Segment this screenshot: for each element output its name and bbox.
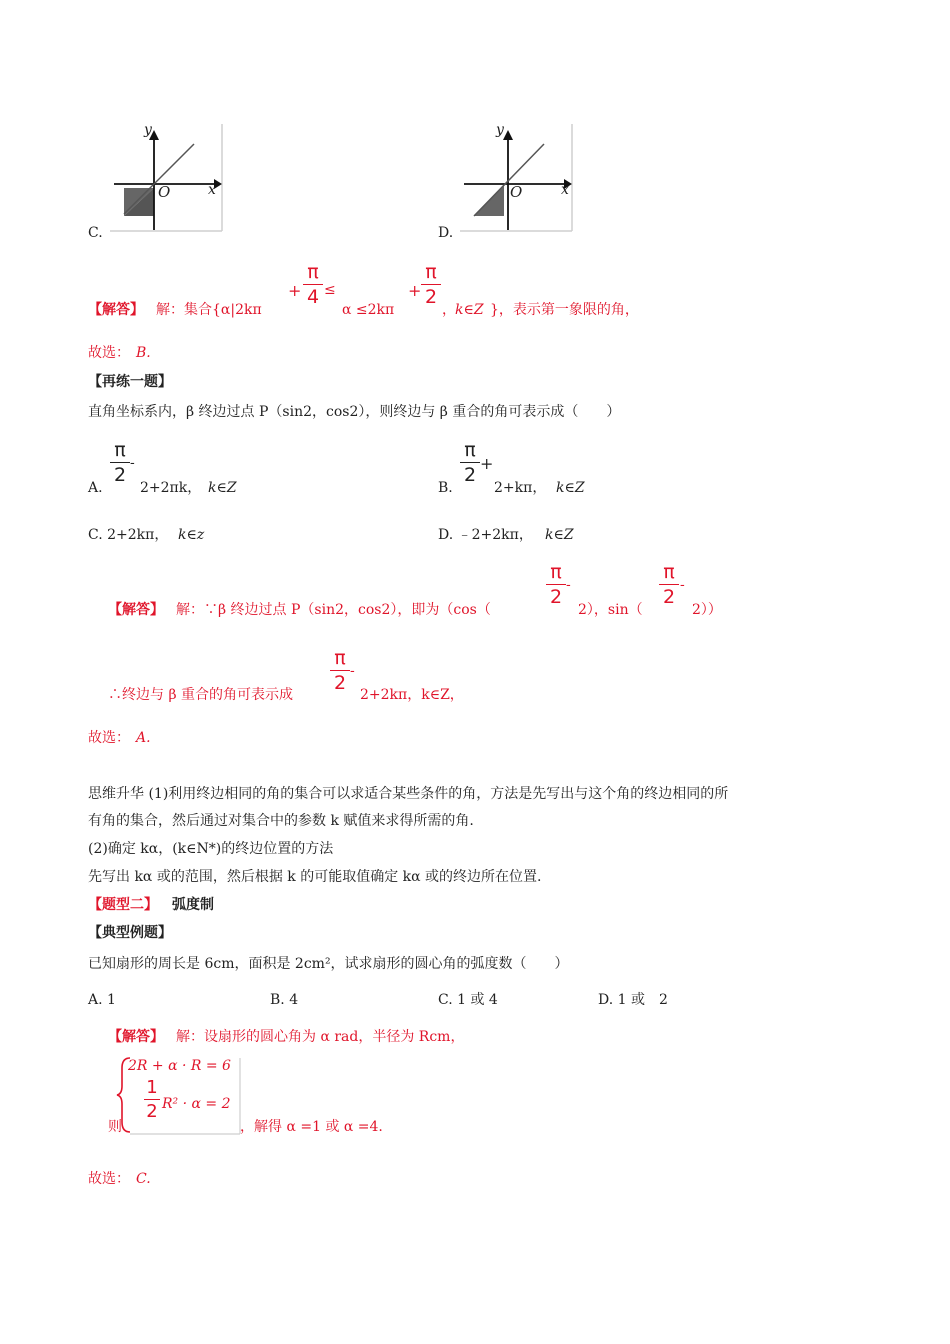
- answer-2-choice: A.: [136, 730, 151, 746]
- graph-d-origin-label: O: [510, 183, 523, 201]
- pi-symbol: π: [464, 439, 476, 461]
- practice-option-c: C. 2+2kπ，: [88, 527, 169, 543]
- answer-2-fraction-3: [330, 649, 350, 693]
- practice-option-d-k: k∈Z: [545, 527, 574, 543]
- practice-option-b-label: B.: [438, 480, 453, 496]
- answer-2-line2: ∴终边与 β 重合的角可表示成: [108, 687, 293, 703]
- fraction-pi-over-4: [303, 263, 323, 307]
- numerator-1: 1: [146, 1077, 158, 1098]
- example-option-a: A. 1: [88, 992, 116, 1008]
- example-option-d: D. 1 或 2: [598, 992, 668, 1008]
- pi-symbol: π: [307, 261, 319, 283]
- answer-2-tag: 【解答】: [108, 602, 164, 618]
- denominator-2: 2: [662, 586, 676, 608]
- option-b-fraction: [460, 441, 480, 485]
- answer-1-plus-2: +: [408, 281, 422, 300]
- graph-c-x-label: x: [208, 182, 216, 198]
- type-2-title: 弧度制: [172, 897, 214, 913]
- graph-d-y-label: y: [496, 122, 504, 138]
- answer-2-line2-rest: 2+2kπ，k∈Z，: [360, 687, 464, 703]
- practice-option-b-op: +: [480, 454, 494, 473]
- graph-c-origin-label: O: [158, 183, 171, 201]
- answer-1-pre: 解：集合{α|2kπ: [156, 302, 262, 318]
- graph-d-x-label: x: [561, 182, 569, 198]
- answer-1-comma: ，: [442, 302, 456, 318]
- practice-option-d: D. ﹣2+2kπ，: [438, 527, 533, 543]
- denominator-2: 2: [424, 286, 438, 308]
- practice-option-c-k: k∈z: [178, 527, 205, 543]
- practice-option-a-label: A.: [88, 480, 103, 496]
- graph-c-y-label: y: [144, 122, 152, 138]
- option-a-fraction: [110, 441, 130, 485]
- answer-1-plus-1: +: [288, 281, 302, 300]
- answer-2-fraction-2: [659, 563, 679, 607]
- summary-line-1: 思维升华 (1)利用终边相同的角的集合可以求适合某些条件的角，方法是先写出与这个角的终边相同的所: [88, 786, 729, 802]
- answer-2-op-2: -: [680, 577, 685, 593]
- fraction-pi-over-2: [421, 263, 441, 307]
- pi-symbol: π: [334, 647, 346, 669]
- answer-1-le: ≤: [324, 282, 336, 298]
- option-c-label: C.: [88, 225, 103, 241]
- answer-3-result: ，解得 α =1 或 α =4.: [240, 1119, 383, 1135]
- answer-3-choice: C.: [136, 1171, 151, 1187]
- answer-3-line1: 解：设扇形的圆心角为 α rad，半径为 Rcm，: [176, 1029, 465, 1045]
- denominator-2: 2: [146, 1101, 158, 1122]
- equation-1: 2R + α · R = 6: [128, 1058, 231, 1074]
- answer-2-line1-mid: 2），sin（: [578, 602, 643, 618]
- equation-2-fraction: [144, 1079, 160, 1121]
- denominator-2: 2: [333, 672, 347, 694]
- answer-1-mid: α ≤2kπ: [342, 302, 395, 318]
- practice-question: 直角坐标系内，β 终边过点 P（sin2，cos2），则终边与 β 重合的角可表示成（ ）: [88, 404, 621, 420]
- answer-2-choice-prefix: 故选：: [88, 730, 130, 746]
- answer-1-choice-prefix: 故选：: [88, 345, 130, 361]
- practice-option-a-k: k∈Z: [208, 480, 237, 496]
- pi-symbol: π: [114, 439, 126, 461]
- answer-3-choice-prefix: 故选：: [88, 1171, 130, 1187]
- example-option-b: B. 4: [270, 992, 299, 1008]
- practice-option-b-rest: 2+kπ，: [494, 480, 547, 496]
- answer-2-line1: 解：∵β 终边过点 P（sin2，cos2），即为（cos（: [176, 602, 491, 618]
- graph-option-c: [110, 118, 225, 233]
- graph-option-d: [460, 118, 575, 233]
- pi-symbol: π: [425, 261, 437, 283]
- example-heading: 【典型例题】: [88, 925, 172, 941]
- denominator-4: 4: [306, 286, 320, 308]
- equation-2: R² · α = 2: [162, 1096, 231, 1112]
- practice-option-b-k: k∈Z: [556, 480, 585, 496]
- answer-2-op-3: -: [350, 663, 355, 679]
- example-option-c: C. 1 或 4: [438, 992, 498, 1008]
- summary-line-2: 有角的集合，然后通过对集合中的参数 k 赋值来求得所需的角.: [88, 813, 474, 829]
- answer-2-fraction-1: [546, 563, 566, 607]
- option-d-label: D.: [438, 225, 454, 241]
- summary-line-4: 先写出 kα 或的范围，然后根据 k 的可能取值确定 kα 或的终边所在位置.: [88, 869, 542, 885]
- answer-3-tag: 【解答】: [108, 1029, 164, 1045]
- answer-3-then: 则: [108, 1119, 122, 1135]
- practice-option-a-rest: 2+2πk，: [140, 480, 202, 496]
- answer-1-k-in-z: k∈Z: [455, 302, 484, 318]
- answer-1-tag: 【解答】: [88, 302, 144, 318]
- answer-2-op-1: -: [566, 577, 571, 593]
- pi-symbol: π: [663, 561, 675, 583]
- denominator-2: 2: [549, 586, 563, 608]
- type-2-tag: 【题型二】: [88, 897, 158, 913]
- denominator-2: 2: [463, 464, 477, 486]
- answer-1-tail: }，表示第一象限的角，: [490, 302, 639, 318]
- denominator-2: 2: [113, 464, 127, 486]
- example-question: 已知扇形的周长是 6cm，面积是 2cm²，试求扇形的圆心角的弧度数（ ）: [88, 956, 569, 972]
- practice-option-a-op: -: [130, 455, 135, 471]
- answer-1-choice: B.: [136, 345, 151, 361]
- pi-symbol: π: [550, 561, 562, 583]
- practice-heading: 【再练一题】: [88, 374, 172, 390]
- summary-line-3: (2)确定 kα，(k∈N*)的终边位置的方法: [88, 841, 334, 857]
- answer-2-line1-end: 2））: [692, 602, 722, 618]
